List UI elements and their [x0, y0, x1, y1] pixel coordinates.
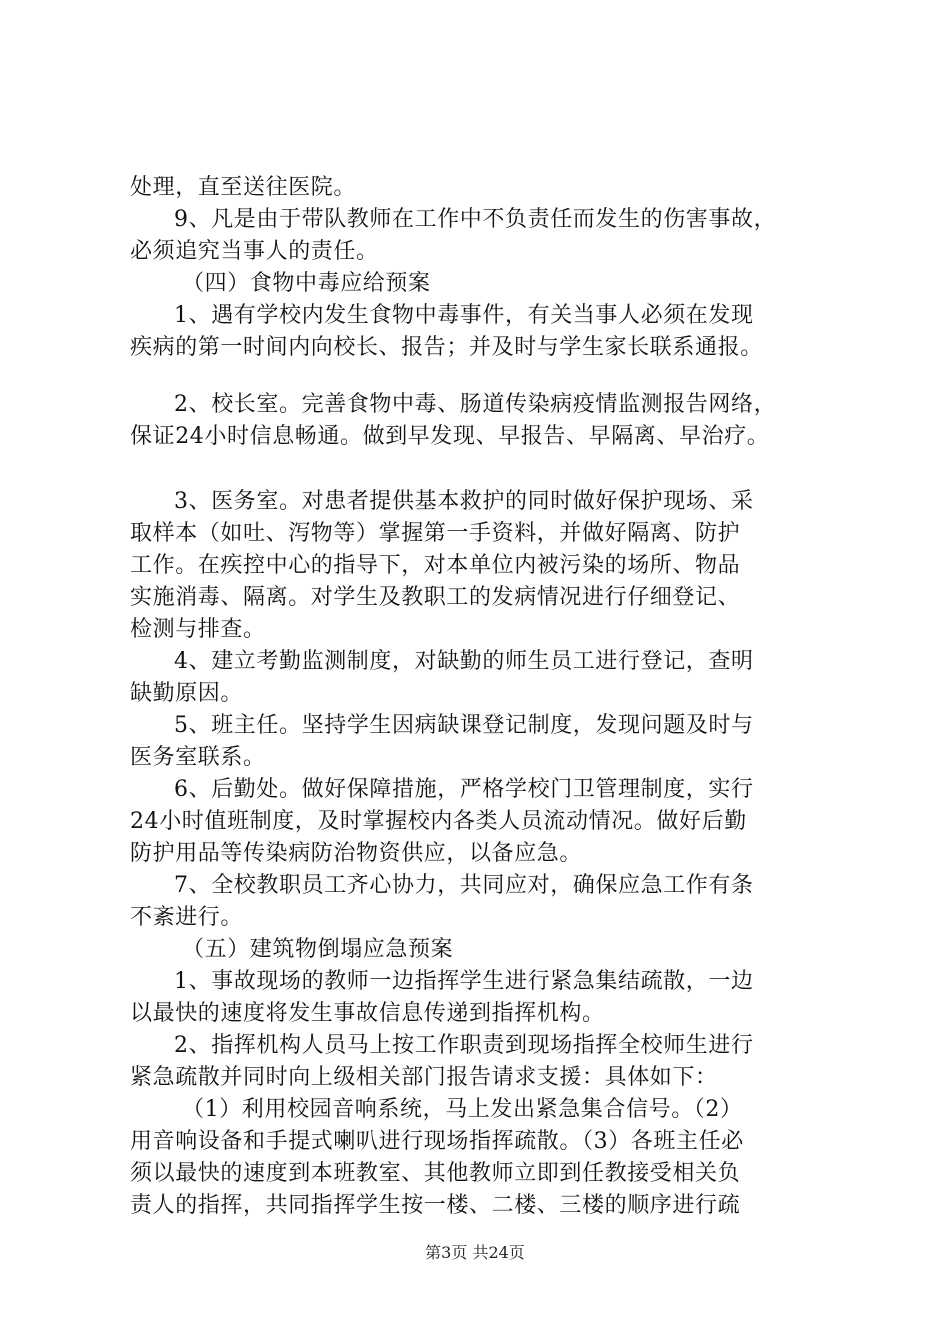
text-line: 防护用品等传染病防治物资供应，以备应急。 — [130, 841, 583, 866]
text-line: 1、事故现场的教师一边指挥学生进行紧急集结疏散，一边 — [174, 969, 754, 994]
text-line: 1、遇有学校内发生食物中毒事件，有关当事人必须在发现 — [174, 303, 754, 328]
text-line: 工作。在疾控中心的指导下，对本单位内被污染的场所、物品 — [130, 553, 741, 578]
text-line: 处理，直至送往医院。 — [130, 175, 357, 200]
text-line: 5、班主任。坚持学生因病缺课登记制度，发现问题及时与 — [174, 713, 754, 738]
text-line: 不紊进行。 — [130, 905, 244, 930]
text-line: 检测与排查。 — [130, 617, 266, 642]
text-line: 3、医务室。对患者提供基本救护的同时做好保护现场、采 — [174, 489, 754, 514]
text-line: 必须追究当事人的责任。 — [130, 239, 379, 264]
text-line: 以最快的速度将发生事故信息传递到指挥机构。 — [130, 1001, 605, 1026]
text-line: （1）利用校园音响系统，马上发出紧急集合信号。（2） — [182, 1097, 743, 1122]
text-line: 保证24小时信息畅通。做到早发现、早报告、早隔离、早治疗。 — [130, 424, 770, 449]
text-line: 紧急疏散并同时向上级相关部门报告请求支援：具体如下： — [130, 1065, 718, 1090]
document-body — [130, 172, 830, 1222]
text-line: 责人的指挥，共同指挥学生按一楼、二楼、三楼的顺序进行疏 — [130, 1193, 741, 1218]
text-line: 6、后勤处。做好保障措施，严格学校门卫管理制度，实行 — [174, 777, 754, 802]
text-line: 4、建立考勤监测制度，对缺勤的师生员工进行登记，查明 — [174, 649, 754, 674]
paragraph-gap — [130, 453, 830, 486]
text-line: 9、凡是由于带队教师在工作中不负责任而发生的伤害事故， — [174, 207, 777, 232]
text-line: 2、校长室。完善食物中毒、肠道传染病疫情监测报告网络， — [174, 392, 777, 417]
paragraph-gap — [130, 364, 830, 389]
text-line: 24小时值班制度，及时掌握校内各类人员流动情况。做好后勤 — [130, 809, 747, 834]
text-line: 7、全校教职员工齐心协力，共同应对，确保应急工作有条 — [174, 873, 754, 898]
section-heading: （五）建筑物倒塌应急预案 — [182, 937, 454, 962]
text-line: 取样本（如吐、泻物等）掌握第一手资料，并做好隔离、防护 — [130, 521, 741, 546]
page-number: 第3页 共24页 — [425, 1243, 525, 1262]
text-line: 用音响设备和手提式喇叭进行现场指挥疏散。（3）各班主任必 — [130, 1129, 744, 1154]
text-line: 医务室联系。 — [130, 745, 266, 770]
text-line: 缺勤原因。 — [130, 681, 244, 706]
text-line: 2、指挥机构人员马上按工作职责到现场指挥全校师生进行 — [174, 1033, 754, 1058]
section-heading: （四）食物中毒应给预案 — [182, 271, 431, 296]
text-line: 实施消毒、隔离。对学生及教职工的发病情况进行仔细登记、 — [130, 585, 741, 610]
text-line: 须以最快的速度到本班教室、其他教师立即到任教接受相关负 — [130, 1161, 741, 1186]
text-line: 疾病的第一时间内向校长、报告；并及时与学生家长联系通报。 — [130, 335, 763, 360]
